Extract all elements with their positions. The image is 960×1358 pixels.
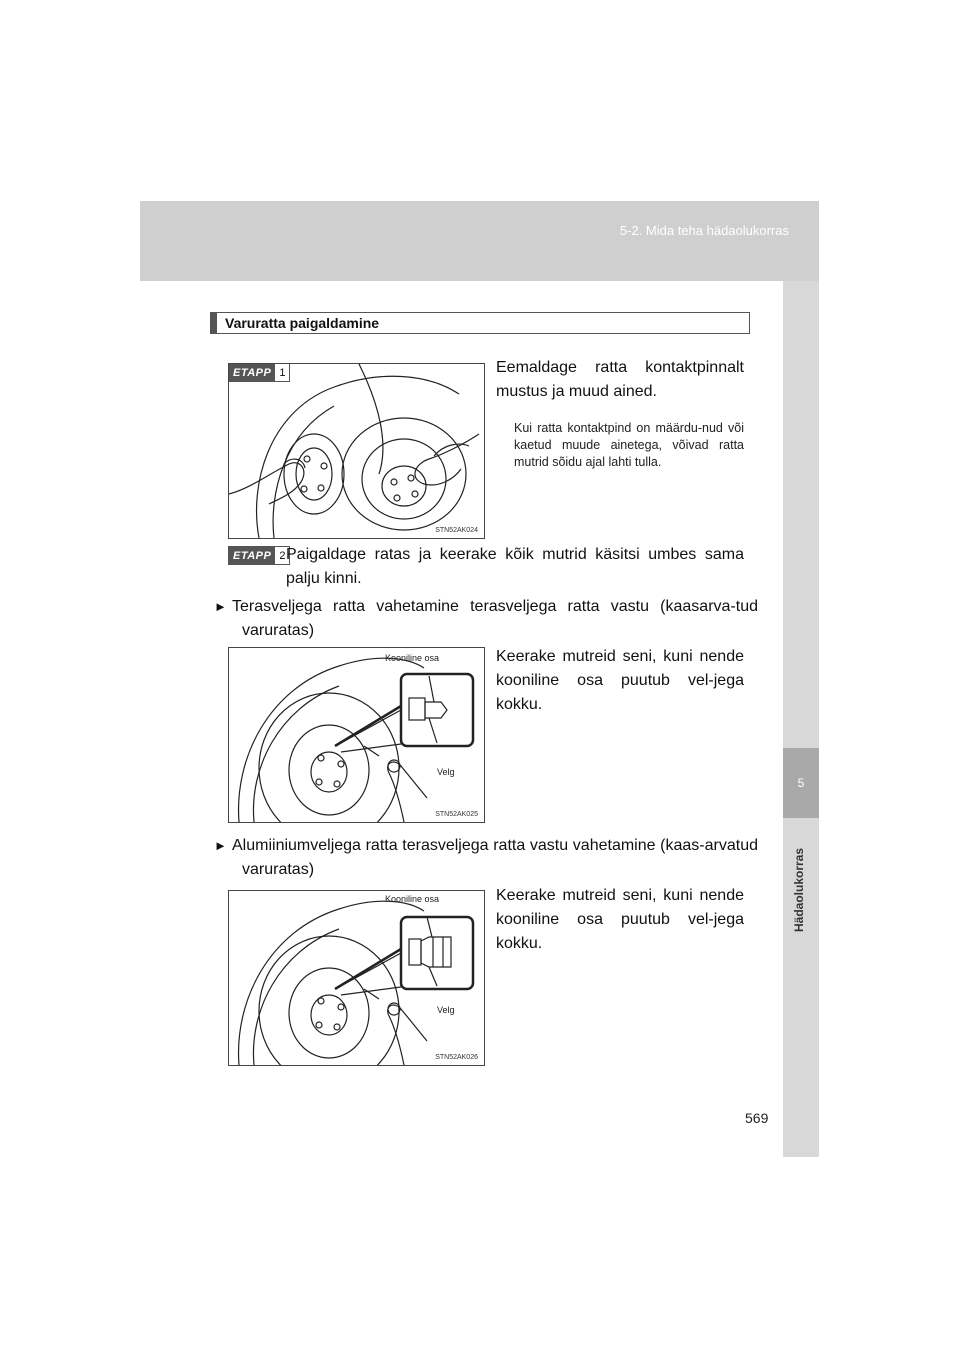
- step1-badge-word: ETAPP: [229, 364, 275, 381]
- case1-instruction: Keerake mutreid seni, kuni nende kooniline osa puutub vel-jega kokku.: [496, 648, 744, 713]
- step2-text: Paigaldage ratas ja keerake kõik mutrid käsitsi umbes sama palju kinni.: [286, 546, 744, 587]
- clean-wheel-illustration: [229, 364, 484, 538]
- page-number: 569: [745, 1110, 769, 1126]
- figure-code: STN52AK026: [435, 1054, 478, 1061]
- case2-instruction: Keerake mutreid seni, kuni nende kooniline osa puutub vel-jega kokku.: [496, 887, 744, 952]
- step2-badge-word: ETAPP: [229, 547, 275, 564]
- chapter-title: Hädaolukorras: [792, 847, 806, 932]
- steel-wheel-illustration: [229, 648, 484, 822]
- figure-code: STN52AK025: [435, 811, 478, 818]
- chapter-tab: [783, 748, 819, 818]
- header-band: [140, 201, 819, 281]
- callout-rim: Velg: [437, 1005, 455, 1015]
- step1-text: Eemaldage ratta kontaktpinnalt mustus ja muud ained.: [496, 359, 744, 400]
- callout-conical-part: Kooniline osa: [385, 653, 440, 663]
- step1-badge-number: 1: [275, 364, 289, 381]
- figure-steel-wheel: [228, 647, 485, 823]
- case2-bullet-text: Alumiiniumveljega ratta terasveljega ratta vastu vahetamine (kaas-arvatud varuratas): [232, 837, 758, 878]
- case1-bullet-text: Terasveljega ratta vahetamine terasveljega ratta vastu (kaasarva-tud varuratas): [232, 598, 758, 639]
- section-label: 5-2. Mida teha hädaolukorras: [619, 223, 789, 238]
- heading-marker: [211, 313, 217, 333]
- alloy-wheel-illustration: [229, 891, 484, 1065]
- figure-alloy-wheel: [228, 890, 485, 1066]
- step2-badge-number: 2: [275, 547, 289, 564]
- section-heading: [210, 312, 750, 334]
- side-strip: [783, 281, 819, 1157]
- chapter-number: 5: [797, 776, 805, 790]
- callout-rim: Velg: [437, 767, 455, 777]
- step1-badge: [228, 363, 290, 382]
- figure-code: STN52AK024: [435, 527, 478, 534]
- case2-bullet: ► Alumiiniumveljega ratta terasveljega ratta vastu vahetamine (kaas-arvatud varuratas): [214, 837, 758, 878]
- step2-badge: [228, 546, 290, 565]
- step1-note: Kui ratta kontaktpind on määrdu-nud või kaetud muude ainetega, võivad ratta mutrid sõidu ajal lahti tulla.: [514, 421, 744, 469]
- callout-conical-part: Kooniline osa: [385, 894, 440, 904]
- figure-clean-wheel: [228, 363, 485, 539]
- case1-bullet: ► Terasveljega ratta vahetamine terasveljega ratta vastu (kaasarva-tud varuratas): [214, 598, 758, 639]
- section-heading-text: Varuratta paigaldamine: [225, 315, 380, 331]
